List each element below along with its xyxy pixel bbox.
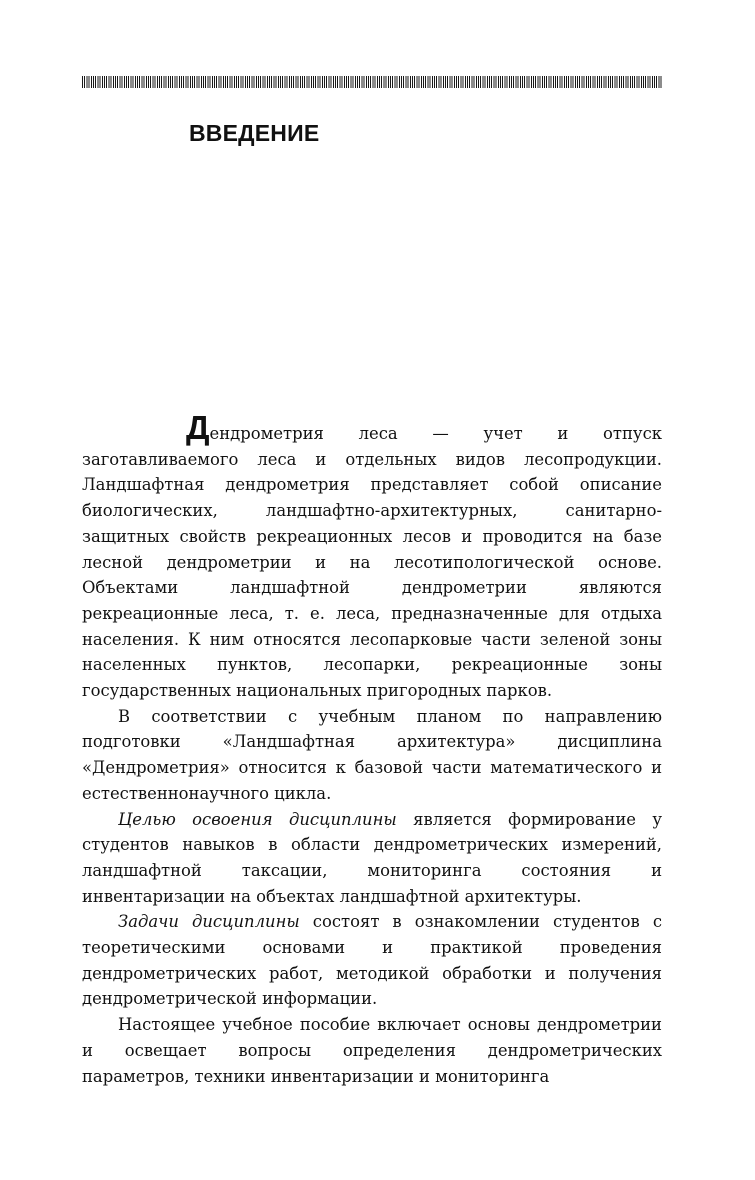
goal-emphasis: Целью освоения дисциплины [118, 809, 397, 829]
paragraph-goal [82, 807, 662, 910]
paragraph-intro [82, 409, 662, 704]
body-text [82, 409, 662, 1089]
top-decorative-rule [82, 76, 662, 88]
chapter-heading: ВВЕДЕНИЕ [189, 120, 320, 146]
paragraph-manual [82, 1012, 662, 1089]
paragraph-tasks [82, 909, 662, 1012]
paragraph-goal-text: является формирование у студентов навыков в области дендрометрических измерений, ландшафтной таксации, мониторинга состояния и инвентаризации на объектах ландшафтной архитектуры. [82, 809, 662, 906]
paragraph-manual-text: Настоящее учебное пособие включает основы дендрометрии и освещает вопросы определения дендрометрических параметров, техники инвентаризации и мониторинга [82, 1015, 662, 1086]
paragraph-curriculum-text: В соответствии с учебным планом по направлению подготовки «Ландшафтная архитектура» дисциплина «Дендрометрия» относится к базовой части математического и естественнонаучного цикла. [82, 706, 662, 803]
paragraph-tasks-text: состоят в ознакомлении студентов с теоретическими основами и практикой проведения дендрометрических работ, методикой обработки и получения дендрометрической информации. [82, 912, 662, 1009]
paragraph-intro-text: ендрометрия леса — учет и отпуск заготавливаемого леса и отдельных видов лесопродукции. Ландшафтная дендрометрия представляет собой описание биологических, ландшафтно-архитектурных, санитарно-защитных свойств рекреационных лесов и проводится на базе лесной дендрометрии и на лесотипологической основе. Объектами ландшафтной дендрометрии являются рекреационные леса, т. е. леса, предназначенные для отдыха населения. К ним относятся лесопарковые части зеленой зоны населенных пунктов, лесопарки, рекреационные зоны государственных национальных пригородных парков. [82, 424, 662, 701]
tasks-emphasis: Задачи дисциплины [118, 912, 300, 932]
paragraph-curriculum [82, 704, 662, 807]
drop-cap-letter: Д [186, 409, 210, 446]
